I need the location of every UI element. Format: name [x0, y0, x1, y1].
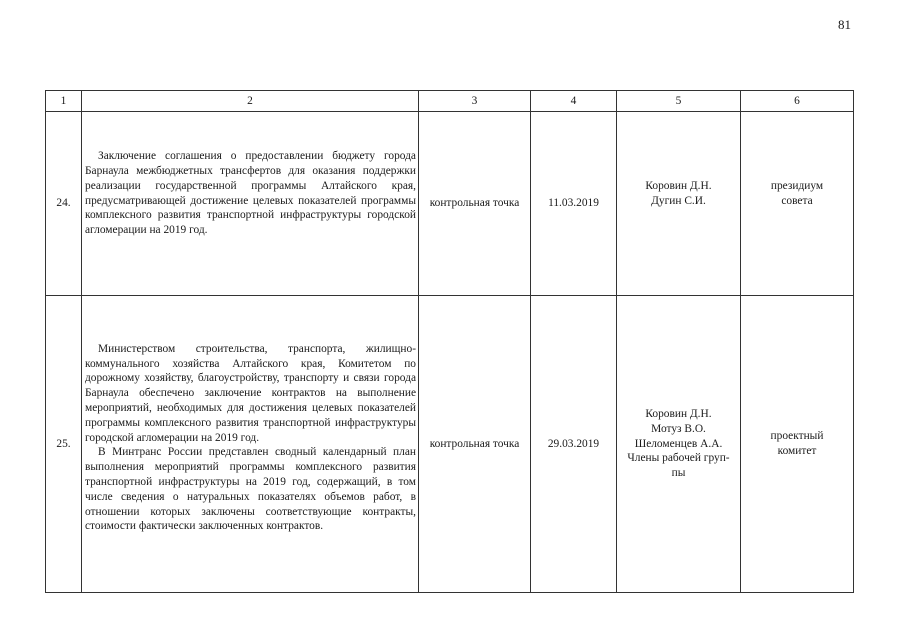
- row-type: контрольная точка: [419, 296, 531, 593]
- responsible-person: Мотуз В.О.: [651, 422, 706, 435]
- plan-table: [45, 90, 854, 593]
- responsible-person: Дугин С.И.: [651, 194, 706, 207]
- row-control: [741, 112, 854, 296]
- row-control: [741, 296, 854, 593]
- row-number: 25.: [46, 296, 82, 593]
- column-header: 4: [531, 91, 617, 112]
- description-paragraph: В Минтранс России представлен сводный календарный план выполнения мероприятий программы комплексного развития транспортной инфраструктуры на 2019 год, содержащий, в том числе сведения о натуральных показателях объемов работ, в отношении которых заключены соответствующие контракты, стоимости фактически заключенных контрактов.: [85, 446, 416, 533]
- column-header: 3: [419, 91, 531, 112]
- page-number: 81: [838, 17, 851, 32]
- row-date: 11.03.2019: [531, 112, 617, 296]
- row-description: [82, 296, 419, 593]
- row-description: [82, 112, 419, 296]
- row-date: 29.03.2019: [531, 296, 617, 593]
- column-header: 2: [82, 91, 419, 112]
- column-header: 5: [617, 91, 741, 112]
- responsible-person: Члены рабочей груп-: [627, 452, 730, 465]
- control-body-line: комитет: [777, 445, 817, 457]
- description-paragraph: Министерством строительства, транспорта, жилищно-коммунального хозяйства Алтайского края, Комитетом по дорожному хозяйству, благоустройству, транспорту и связи города Барнаула обеспечено заключение контрактов на выполнение мероприятий, необходимых для достижения целевых показателей программы комплексного развития транспортной инфраструктуры городской агломерации на 2019 год.: [85, 342, 416, 444]
- row-responsible: [617, 296, 741, 593]
- table-row: [46, 112, 854, 296]
- control-body-line: совета: [781, 194, 813, 207]
- table-row: [46, 296, 854, 593]
- column-header: 6: [741, 91, 854, 112]
- responsible-person: пы: [671, 467, 686, 480]
- row-type: контрольная точка: [419, 112, 531, 296]
- column-header: 1: [46, 91, 82, 112]
- responsible-person: Коровин Д.Н.: [645, 179, 712, 192]
- responsible-person: Коровин Д.Н.: [645, 408, 712, 420]
- table-header-row: [46, 91, 854, 112]
- row-responsible: [617, 112, 741, 296]
- responsible-person: Шеломенцев А.А.: [634, 437, 723, 450]
- row-number: 24.: [46, 112, 82, 296]
- control-body-line: проектный: [770, 430, 824, 443]
- control-body-line: президиум: [770, 179, 824, 192]
- description-paragraph: Заключение соглашения о предоставлении бюджету города Барнаула межбюджетных трансфертов для оказания поддержки реализации государственной программы Алтайского края, предусматривающей достижение целевых показателей программы комплексного развития транспортной инфраструктуры городской агломерации на 2019 год.: [85, 150, 416, 237]
